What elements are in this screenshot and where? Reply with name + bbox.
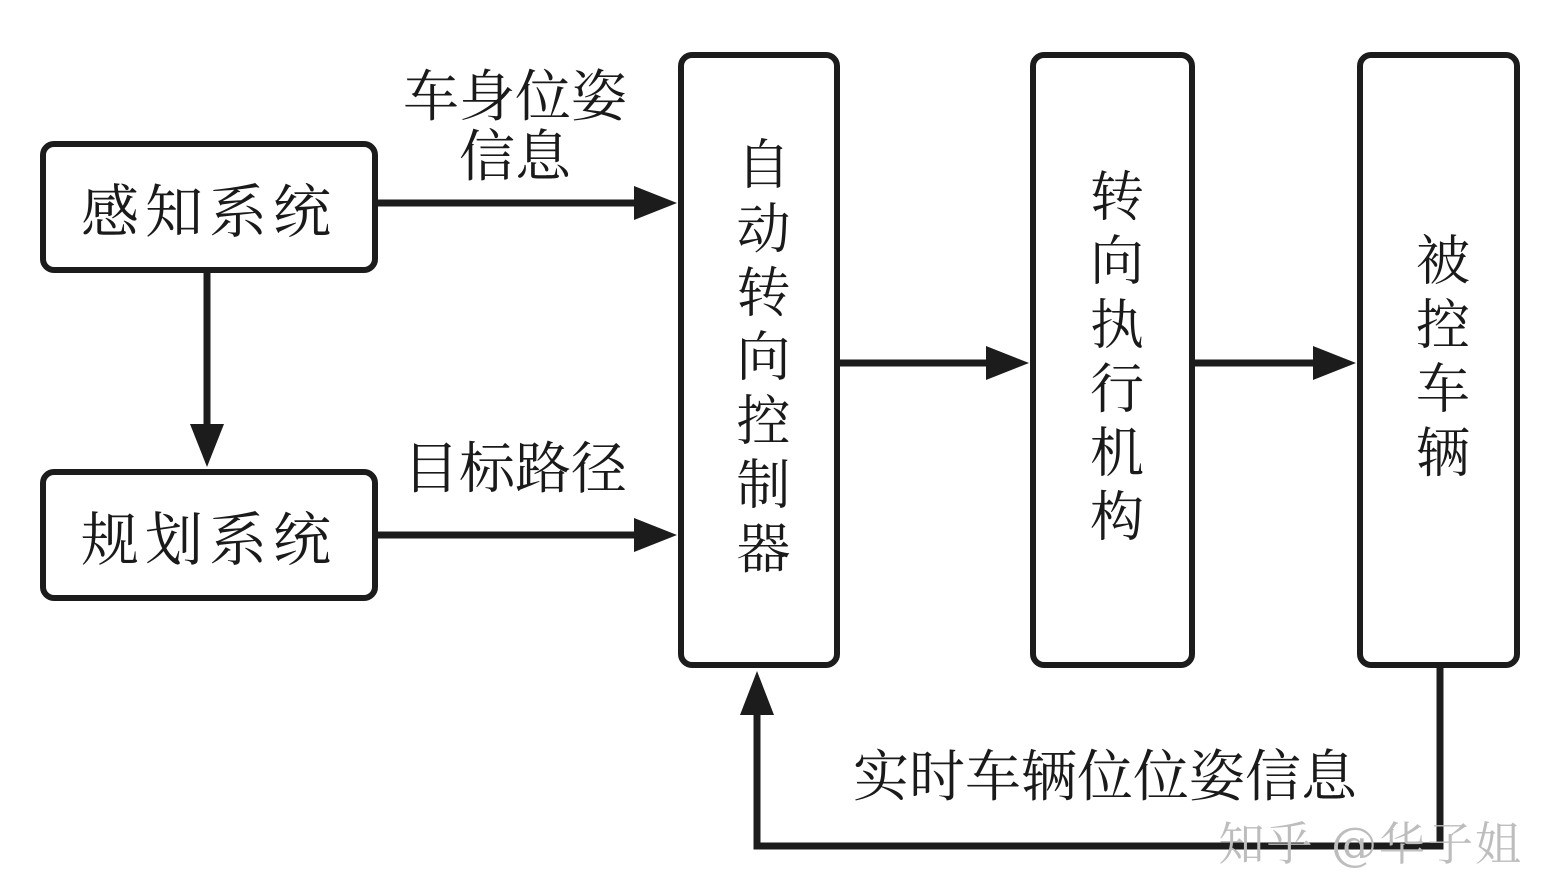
node-steering-actuator	[1030, 52, 1195, 668]
edge-label-body-pose-line2: 信息	[459, 125, 571, 191]
node-controller-label: 自动转向控制器	[728, 136, 791, 584]
node-auto-steering-controller	[678, 52, 840, 668]
node-actuator-label: 转向执行机构	[1081, 168, 1145, 552]
node-planning-system	[40, 469, 378, 601]
node-perception-label: 感知系统	[80, 178, 337, 246]
edge-label-realtime-pose-feedback	[790, 745, 1420, 810]
arrow-planning-to-controller	[378, 518, 677, 552]
node-perception-system	[40, 141, 378, 273]
edge-label-body-pose-info	[365, 65, 665, 191]
node-vehicle-label: 被控车辆	[1407, 232, 1471, 488]
arrow-controller-to-actuator	[840, 346, 1029, 380]
edge-label-target-path-text: 目标路径	[403, 437, 627, 502]
arrow-perception-to-controller	[378, 186, 677, 220]
arrow-actuator-to-vehicle	[1195, 346, 1356, 380]
edge-label-body-pose-line1: 车身位姿	[403, 65, 627, 130]
zhihu-watermark-text: 知乎 @华子姐	[1218, 817, 1523, 871]
arrow-perception-to-planning	[190, 273, 224, 467]
node-planning-label: 规划系统	[80, 506, 337, 574]
node-controlled-vehicle	[1357, 52, 1520, 668]
edge-label-realtime-pose-feedback-text: 实时车辆位位姿信息	[853, 745, 1357, 810]
zhihu-watermark	[1180, 808, 1523, 874]
edge-label-target-path	[365, 437, 665, 502]
